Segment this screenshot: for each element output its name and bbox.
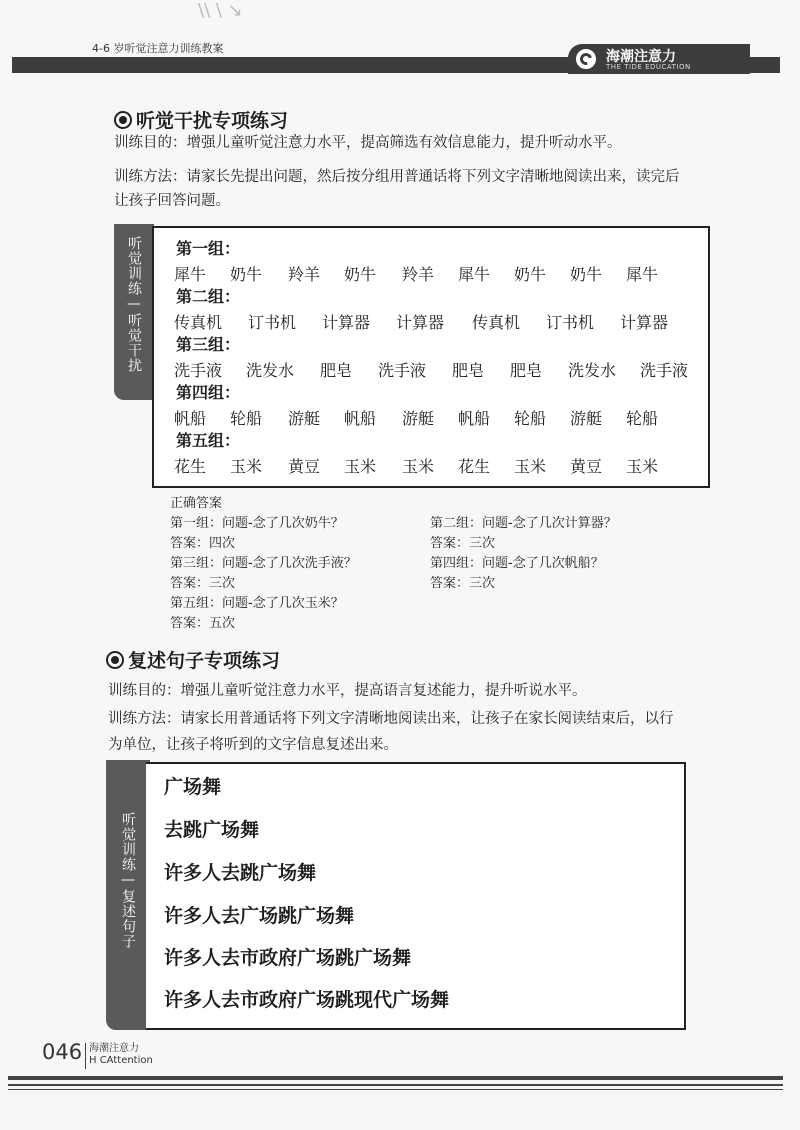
word: 玉米 — [230, 457, 263, 476]
group1-label: 第一组： — [176, 239, 241, 258]
word: 订书机 — [248, 313, 297, 332]
word: 肥皂 — [510, 361, 543, 380]
word: 洗手液 — [174, 361, 223, 380]
footer-rule-thin — [8, 1089, 783, 1090]
word: 帆船 — [458, 409, 491, 428]
section2-goal: 训练目的：增强儿童听觉注意力水平，提高语言复述能力，提升听说水平。 — [108, 683, 587, 699]
sentence-4: 许多人去广场跳广场舞 — [164, 905, 355, 927]
word: 玉米 — [344, 457, 377, 476]
section2-method-line1: 训练方法：请家长用普通话将下列文字清晰地阅读出来，让孩子在家长阅读结束后，以行 — [108, 711, 674, 727]
section2-tab-label: 听觉训练—复述句子 — [120, 812, 136, 949]
sentence-6: 许多人去市政府广场跳现代广场舞 — [164, 989, 450, 1011]
word: 洗发水 — [246, 361, 295, 380]
section1-goal: 训练目的：增强儿童听觉注意力水平，提高筛选有效信息能力，提升听动水平。 — [114, 135, 622, 151]
footer-brand-en: H CAttention — [89, 1055, 153, 1066]
brand-logo — [568, 44, 750, 74]
answer-g5-answer: 答案：五次 — [170, 616, 236, 631]
bullet-circle-icon — [114, 111, 132, 129]
word: 肥皂 — [320, 361, 353, 380]
answer-g2-answer: 答案：三次 — [430, 536, 496, 551]
answer-g1-question: 第一组：问题-念了几次奶牛？ — [170, 516, 344, 531]
footer-brand — [89, 1043, 153, 1067]
word: 犀牛 — [626, 265, 659, 284]
sentence-3: 许多人去跳广场舞 — [164, 862, 317, 884]
section2-title-text: 复述句子专项练习 — [128, 650, 281, 672]
group4-words — [174, 406, 659, 428]
group2-words — [174, 310, 669, 332]
group3-words — [174, 358, 689, 380]
word: 黄豆 — [288, 457, 321, 476]
section1-title — [114, 106, 288, 133]
answers-heading: 正确答案 — [170, 496, 223, 511]
section1-method-line2: 让孩子回答问题。 — [114, 193, 230, 209]
group3-label: 第三组： — [176, 335, 241, 354]
group5-words — [174, 454, 659, 476]
answers-block — [170, 494, 690, 640]
word: 奶牛 — [230, 265, 263, 284]
section2-method-line2: 为单位，让孩子将听到的文字信息复述出来。 — [108, 737, 398, 753]
word: 游艇 — [402, 409, 435, 428]
word: 犀牛 — [458, 265, 491, 284]
section1-side-tab — [114, 224, 154, 400]
footer-divider — [85, 1043, 86, 1069]
word: 黄豆 — [570, 457, 603, 476]
word: 奶牛 — [514, 265, 547, 284]
word: 奶牛 — [570, 265, 603, 284]
footer-rule-thin — [8, 1084, 783, 1086]
header-title: 4-6 岁听觉注意力训练教案 — [92, 42, 224, 55]
section1-tab-label: 听觉训练—听觉干扰 — [126, 236, 142, 373]
word: 传真机 — [472, 313, 521, 332]
sentence-2: 去跳广场舞 — [164, 819, 260, 841]
word: 轮船 — [230, 409, 263, 428]
section1-method-line1: 训练方法：请家长先提出问题，然后按分组用普通话将下列文字清晰地阅读出来，读完后 — [114, 169, 680, 185]
answer-g3-answer: 答案：三次 — [170, 576, 236, 591]
word: 游艇 — [288, 409, 321, 428]
word: 轮船 — [514, 409, 547, 428]
word: 玉米 — [626, 457, 659, 476]
group1-words — [174, 262, 659, 284]
page-number: 046 — [42, 1040, 83, 1064]
answer-g5-question: 第五组：问题-念了几次玉米？ — [170, 596, 344, 611]
word: 计算器 — [322, 313, 371, 332]
word: 羚羊 — [288, 265, 321, 284]
answer-g4-answer: 答案：三次 — [430, 576, 496, 591]
word: 帆船 — [174, 409, 207, 428]
word: 帆船 — [344, 409, 377, 428]
word: 花生 — [458, 457, 491, 476]
yin-yang-icon — [574, 47, 598, 71]
sentence-1: 广场舞 — [164, 776, 222, 798]
word: 玉米 — [402, 457, 435, 476]
word: 订书机 — [546, 313, 595, 332]
word: 洗手液 — [378, 361, 427, 380]
word: 计算器 — [620, 313, 669, 332]
answer-g2-question: 第二组：问题-念了几次计算器？ — [430, 516, 617, 531]
footer-brand-cn: 海潮注意力 — [89, 1043, 139, 1054]
word: 游艇 — [570, 409, 603, 428]
word: 轮船 — [626, 409, 659, 428]
footer-rule-thick — [8, 1076, 783, 1080]
section1-title-text: 听觉干扰专项练习 — [136, 110, 289, 132]
answer-g3-question: 第三组：问题-念了几次洗手液？ — [170, 556, 357, 571]
word-groups-box — [152, 226, 710, 488]
section2-title — [106, 646, 280, 673]
logo-name: 海潮注意力 — [606, 49, 676, 65]
scan-mark: \\ \ ↘ — [198, 0, 243, 21]
logo-subtitle: THE TIDE EDUCATION — [606, 63, 691, 71]
bullet-circle-icon — [106, 651, 124, 669]
word: 传真机 — [174, 313, 223, 332]
answer-g4-question: 第四组：问题-念了几次帆船？ — [430, 556, 604, 571]
word: 计算器 — [396, 313, 445, 332]
word: 花生 — [174, 457, 207, 476]
word: 玉米 — [514, 457, 547, 476]
answer-g1-answer: 答案：四次 — [170, 536, 236, 551]
group4-label: 第四组： — [176, 383, 241, 402]
word: 洗手液 — [640, 361, 689, 380]
word: 羚羊 — [402, 265, 435, 284]
sentence-5: 许多人去市政府广场跳广场舞 — [164, 947, 412, 969]
group5-label: 第五组： — [176, 431, 241, 450]
word: 洗发水 — [568, 361, 617, 380]
word: 肥皂 — [452, 361, 485, 380]
group2-label: 第二组： — [176, 287, 241, 306]
word: 奶牛 — [344, 265, 377, 284]
section2-side-tab — [106, 760, 150, 1030]
word: 犀牛 — [174, 265, 207, 284]
